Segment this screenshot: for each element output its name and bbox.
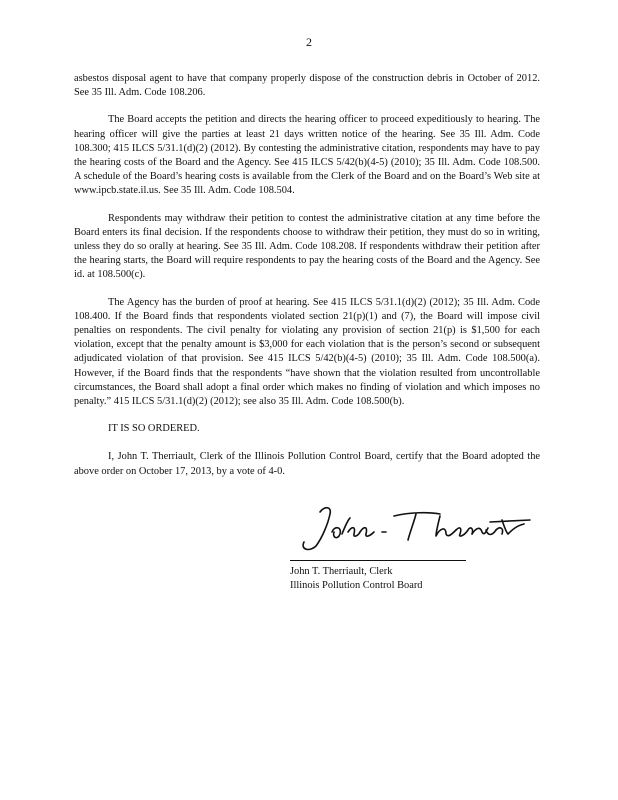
paragraph-1: asbestos disposal agent to have that company properly dispose of the construction debris in October of 2012. See 35 Ill. Adm. Code 108.206. (74, 73, 540, 99)
page-number: 2 (306, 35, 312, 49)
paragraph-hearing: The Board accepts the petition and directs the hearing officer to proceed expeditiously to hearing. The hearing officer will give the parties at least 21 days written notice of the hearing. See 35 Ill. Adm. Code 108.300; 415 ILCS 5/31.1(d)(2) (2012). By contesting the administrative citation, respondents may have to pay the hearing costs of the Board and the Agency. See 415 ILCS 5/42(b)(4-5) (2010); 35 Ill. Adm. Code 108.500. A schedule of the Board’s hearing costs is available from the Clerk of the Board and on the Board’s Web site at www.ipcb.state.il.us. See 35 Ill. Adm. Code 108.504. (74, 114, 540, 197)
document-body (74, 72, 540, 492)
clerk-organization: Illinois Pollution Control Board (290, 579, 423, 591)
signature-line (290, 560, 466, 561)
paragraph-burden-of-proof: The Agency has the burden of proof at hearing. See 415 ILCS 5/31.1(d)(2) (2012); 35 Ill. Adm. Code 108.400. If the Board finds that respondents violated section 21(p)(1) and (7), the Board will impose civil penalties on respondents. The civil penalty for violating any provision of section 21(p) is $1,500 for each violation, except that the penalty amount is $3,000 for each violation that is the person’s second or subsequent adjudicated violation of that provision. See 415 ILCS 5/42(b)(4-5) (2010); 35 Ill. Adm. Code 108.500(a). However, if the Board finds that the respondents “have shown that the violation resulted from uncontrollable circumstances, the Board shall adopt a final order which makes no finding of violation and which imposes no penalty.” 415 ILCS 5/31.1(d)(2) (2012); see also 35 Ill. Adm. Code 108.500(b). (74, 296, 540, 408)
signature-graphic (290, 502, 540, 554)
paragraph-withdrawal: Respondents may withdraw their petition to contest the administrative citation at any time before the Board enters its final decision. If the respondents choose to withdraw their petition, they must do so in writing, unless they do so orally at hearing. See 35 Ill. Adm. Code 108.208. If respondents withdraw their petition after the hearing starts, the Board will require respondents to pay the hearing costs of the Board and the Agency. See id. at 108.500(c). (74, 212, 540, 281)
clerk-name: John T. Therriault, Clerk (290, 566, 393, 577)
handwritten-signature (290, 502, 540, 554)
order-statement: IT IS SO ORDERED. (108, 423, 200, 435)
certification-paragraph: I, John T. Therriault, Clerk of the Illinois Pollution Control Board, certify that the Board adopted the above order on October 17, 2013, by a vote of 4-0. (74, 451, 540, 477)
signature-block (290, 565, 423, 592)
